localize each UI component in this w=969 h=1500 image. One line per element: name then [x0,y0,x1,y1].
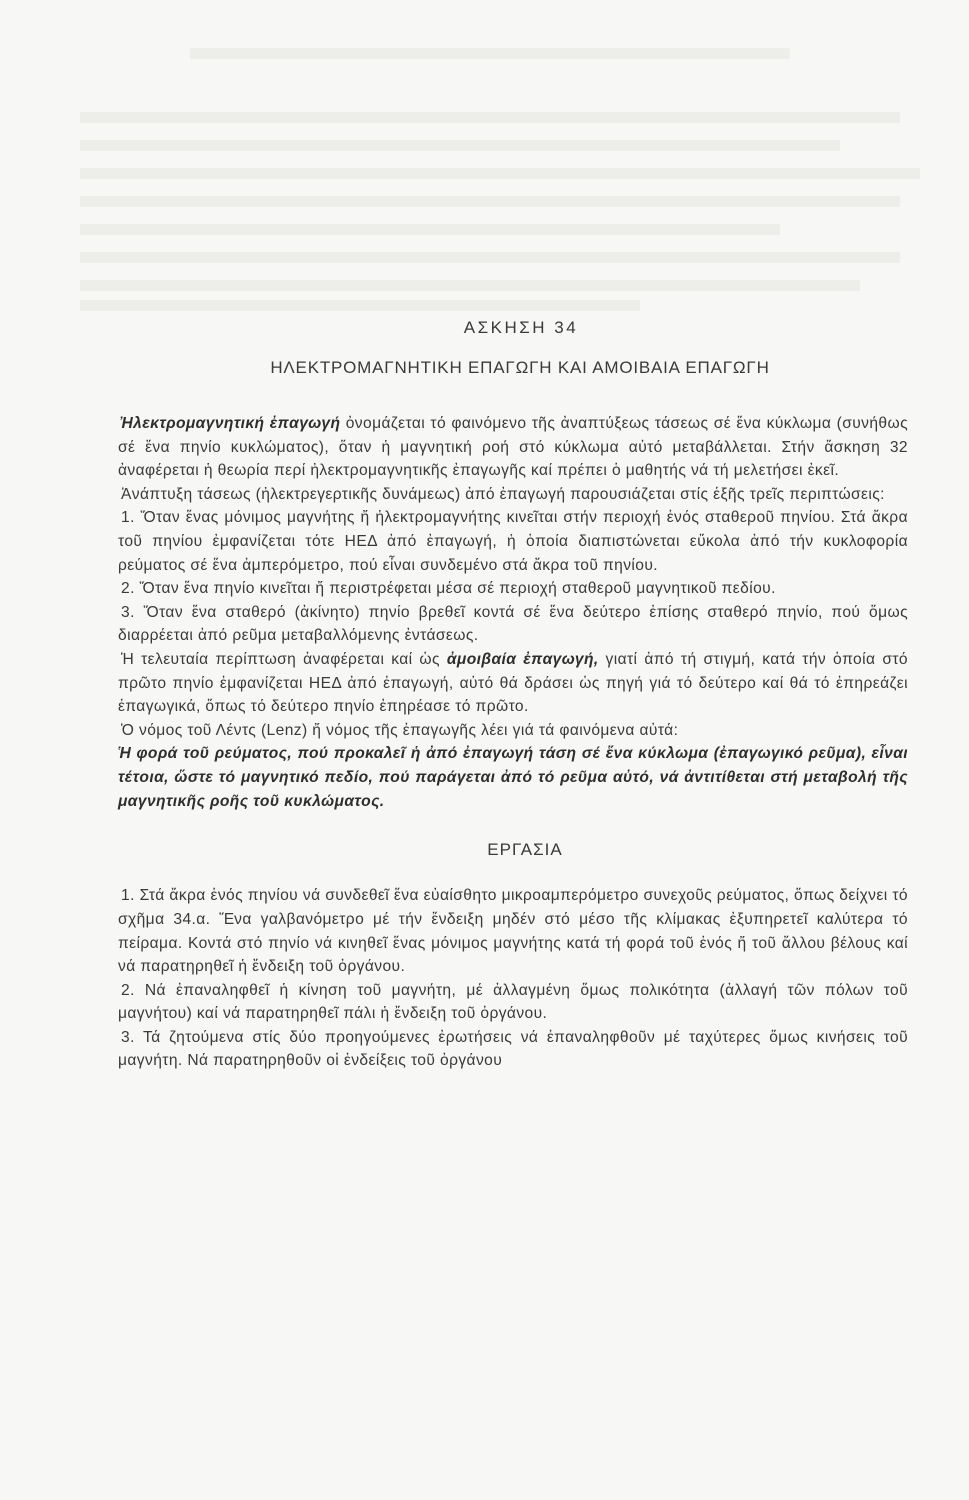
work-step-2: 2. Νά ἐπαναληφθεῖ ἡ κίνηση τοῦ μαγνήτη, μέ ἀλλαγμένη ὅμως πολικότητα (ἀλλαγή τῶν πόλων τοῦ μαγνήτου) καί νά παρατηρηθεῖ πάλι ἡ ἔνδειξη τοῦ ὀργάνου. [118,981,908,1023]
intro-paragraph [118,412,908,483]
work-step-3: 3. Τά ζητούμενα στίς δύο προηγούμενες ἐρωτήσεις νά ἐπαναληφθοῦν μέ ταχύτερες ὅμως κινήσεις τοῦ μαγνήτη. Νά παρατηρηθοῦν οἱ ἐνδείξεις τοῦ ὀργάνου [118,1028,908,1070]
work-section-title: ΕΡΓΑΣΙΑ [487,840,563,860]
mutual-text-before: Ἡ τελευταία περίπτωση ἀναφέρεται καί ὡς [121,650,447,668]
term-mutual-induction: ἀμοιβαία ἐπαγωγή, [446,650,599,668]
work-step-1: 1. Στά ἄκρα ἑνός πηνίου νά συνδεθεῖ ἕνα εὐαίσθητο μικροαμπερόμετρο συνεχοῦς ρεύματος, ὅπως δείχνει τό σχῆμα 34.α. Ἕνα γαλβανόμετρο μέ τήν ἔνδειξη μηδέν στό μέσο τῆς κλίμακας ἐξυπηρετεῖ καλύτερα τό πείραμα. Κοντά στό πηνίο νά κινηθεῖ ἕνας μόνιμος μαγνήτης κατά τή φορά τοῦ ἑνός ἤ τοῦ ἄλλου βέλους καί νά παρατηρηθεῖ ἡ ἔνδειξη τοῦ ὀργάνου. [118,887,908,976]
cases-intro: Ἀνάπτυξη τάσεως (ἠλεκτρεγερτικῆς δυνάμεως) ἀπό ἐπαγωγή παρουσιάζεται στίς ἑξῆς τρεῖς περιπτώσεις: [121,485,885,503]
page-content [118,318,908,1073]
case-1: 1. Ὅταν ἕνας μόνιμος μαγνήτης ἤ ἠλεκτρομαγνήτης κινεῖται στήν περιοχή ἑνός σταθεροῦ πηνίου. Στά ἄκρα τοῦ πηνίου ἐμφανίζεται τότε ΗΕΔ ἀπό ἐπαγωγή, ἡ ὁποία διαπιστώνεται εὔκολα ἀπό τήν κυκλοφορία ρεύματος σέ ἕνα ἀμπερόμετρο, πού εἶναι συνδεμένο στά ἄκρα τοῦ πηνίου. [118,509,908,574]
mutual-text-after: γιατί ἀπό τή στιγμή, κατά τήν ὁποία στό πρῶτο πηνίο ἐμφανίζεται ΗΕΔ ἀπό ἐπαγωγή, αὐτό θά δράσει ὡς πηγή γιά τό δεύτερο καί θά τό ἐπηρεάζει ἐπαγωγικά, ὅπως τό δεύτερο πηνίο ἐπηρέασε τό πρῶτο. [118,650,908,716]
exercise-number: ΑΣΚΗΣΗ 34 [463,318,579,337]
case-2: 2. Ὅταν ἕνα πηνίο κινεῖται ἤ περιστρέφεται μέσα σέ περιοχή σταθεροῦ μαγνητικοῦ πεδίου. [121,580,776,598]
case-3: 3. Ὅταν ἕνα σταθερό (ἀκίνητο) πηνίο βρεθεῖ κοντά σέ ἕνα δεύτερο ἐπίσης σταθερό πηνίο, πού ὅμως διαρρέεται ἀπό ρεῦμα μεταβαλλόμενης ἐντάσεως. [118,603,908,645]
mutual-induction-paragraph [118,648,908,719]
exercise-title: ΗΛΕΚΤΡΟΜΑΓΝΗΤΙΚΗ ΕΠΑΓΩΓΗ ΚΑΙ ΑΜΟΙΒΑΙΑ ΕΠΑΓΩΓΗ [270,358,770,377]
lenz-intro: Ὁ νόμος τοῦ Λέντς (Lenz) ἤ νόμος τῆς ἐπαγωγῆς λέει γιά τά φαινόμενα αὐτά: [121,721,679,739]
term-electromagnetic-induction: Ἠλεκτρομαγνητική ἐπαγωγή [120,415,341,432]
lenz-law: Ἡ φορά τοῦ ρεύματος, πού προκαλεῖ ἡ ἀπό ἐπαγωγή τάση σέ ἕνα κύκλωμα (ἐπαγωγικό ρεῦμα), εἶναι τέτοια, ὥστε τό μαγνητικό πεδίο, πού παράγεται ἀπό τό ρεῦμα αὐτό, νά ἀντιτίθεται στή μεταβολή τῆς μαγνητικῆς ροῆς τοῦ κυκλώματος. [118,745,908,811]
intro-definition: ὀνομάζεται τό φαινόμενο τῆς ἀναπτύξεως τάσεως σέ ἕνα κύκλωμα (συνήθως σέ ἕνα πηνίο κυκλώματος), ὅταν ἡ μαγνητική ροή στό κύκλωμα αὐτό μεταβάλλεται. Στήν ἄσκηση 32 ἀναφέρεται ἡ θεωρία περί ἠλεκτρομαγνητικῆς ἐπαγωγῆς καί πρέπει ὁ μαθητής νά τή μελετήσει ἐκεῖ. [118,415,908,480]
